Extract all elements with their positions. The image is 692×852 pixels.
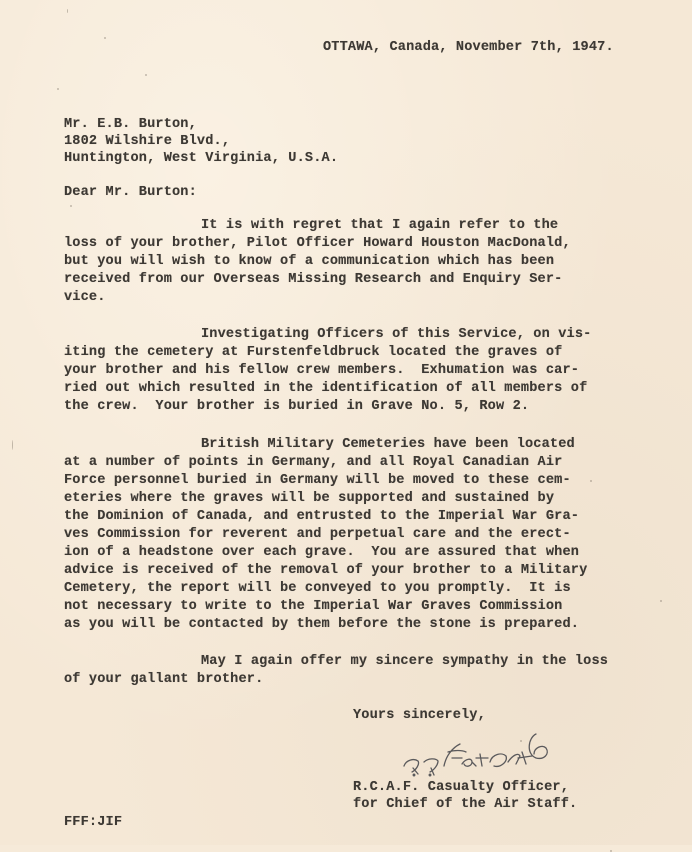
- paper-speck: [590, 480, 592, 482]
- paragraph-line: ion of a headstone over each grave. You are assured that when: [64, 545, 580, 560]
- paragraph-line: not necessary to write to the Imperial War Graves Commission: [64, 599, 563, 614]
- paragraph-line: your brother and his fellow crew members. Exhumation was car-: [64, 363, 580, 378]
- paper-speck: [57, 88, 59, 90]
- paragraph-line: iting the cemetery at Furstenfeldbruck located the graves of: [64, 345, 563, 360]
- paragraph-line: of your gallant brother.: [64, 672, 264, 687]
- paper-speck: [145, 74, 147, 76]
- paragraph-line: the Dominion of Canada, and entrusted to the Imperial War Gra-: [64, 509, 580, 524]
- paragraph-line: Force personnel buried in Germany will be moved to these cem-: [64, 473, 571, 488]
- paragraph-line: British Military Cemeteries have been located: [201, 437, 575, 452]
- closing: Yours sincerely,: [353, 708, 486, 723]
- paragraph-line: as you will be contacted by them before the stone is prepared.: [64, 617, 580, 632]
- paragraph-line: loss of your brother, Pilot Officer Howard Houston MacDonald,: [64, 236, 571, 251]
- handwritten-signature: [400, 728, 610, 780]
- paper-speck: [67, 9, 68, 13]
- reference-initials: FFF:JIF: [64, 815, 123, 830]
- signatory-title: R.C.A.F. Casualty Officer,: [353, 780, 569, 795]
- paragraph-line: Cemetery, the report will be conveyed to you promptly. It is: [64, 581, 571, 596]
- paragraph-line: at a number of points in Germany, and all Royal Canadian Air: [64, 455, 563, 470]
- paragraph-line: It is with regret that I again refer to the: [201, 218, 559, 233]
- paragraph-line: but you will wish to know of a communication which has been: [64, 254, 555, 269]
- paragraph-line: the crew. Your brother is buried in Grave No. 5, Row 2.: [64, 399, 530, 414]
- paper-speck: [104, 37, 106, 39]
- recipient-city: Huntington, West Virginia, U.S.A.: [64, 151, 339, 166]
- paragraph-line: May I again offer my sincere sympathy in the loss: [201, 654, 609, 669]
- paper-speck: [12, 440, 13, 450]
- paragraph-line: ried out which resulted in the identification of all members of: [64, 381, 588, 396]
- recipient-street: 1802 Wilshire Blvd.,: [64, 134, 231, 149]
- paragraph-line: vice.: [64, 290, 106, 305]
- recipient-name: Mr. E.B. Burton,: [64, 117, 197, 132]
- paragraph-line: eteries where the graves will be supported and sustained by: [64, 491, 555, 506]
- paragraph-line: advice is received of the removal of your brother to a Military: [64, 563, 588, 578]
- paragraph-line: ves Commission for reverent and perpetual care and the erect-: [64, 527, 571, 542]
- paragraph-line: received from our Overseas Missing Research and Enquiry Ser-: [64, 272, 563, 287]
- signatory-for: for Chief of the Air Staff.: [353, 797, 578, 812]
- dateline: OTTAWA, Canada, November 7th, 1947.: [323, 40, 614, 55]
- salutation: Dear Mr. Burton:: [64, 185, 197, 200]
- paragraph-line: Investigating Officers of this Service, on vis-: [201, 327, 592, 342]
- paper-speck: [660, 600, 662, 602]
- paper-speck: [70, 205, 72, 207]
